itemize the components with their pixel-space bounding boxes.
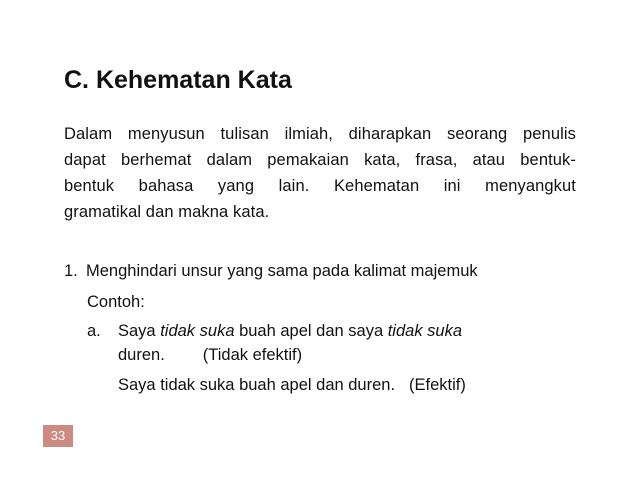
example-a-continuation: [118, 342, 302, 368]
example-a-italic: tidak suka: [160, 322, 235, 340]
paragraph-line: gramatikal dan makna kata.: [64, 203, 270, 221]
example-a-tag: (Tidak efektif): [202, 346, 303, 364]
example-b: [118, 372, 466, 398]
example-a-marker: a.: [87, 322, 101, 340]
slide-title: C. Kehematan Kata: [64, 66, 292, 94]
paragraph-line: Dalam menyusun tulisan ilmiah, diharapkan seorang penulis: [64, 125, 576, 143]
example-label: Contoh:: [87, 293, 145, 311]
example-a-text: buah apel dan saya: [234, 322, 388, 340]
paragraph-line: dapat berhemat dalam pemakaian kata, frasa, atau bentuk-: [64, 151, 576, 169]
example-a: [87, 318, 462, 344]
paragraph-line: bentuk bahasa yang lain. Kehematan ini menyangkut: [64, 177, 576, 195]
example-b-text: Saya tidak suka buah apel dan duren.: [118, 376, 396, 394]
example-a-line2: duren.: [118, 346, 165, 364]
example-b-tag: (Efektif): [409, 376, 466, 394]
list-text: Menghindari unsur yang sama pada kalimat majemuk: [86, 262, 478, 280]
example-a-text: Saya: [118, 322, 161, 340]
example-a-italic: tidak suka: [387, 322, 463, 340]
list-item-1: [64, 258, 478, 284]
intro-paragraph: [64, 121, 576, 225]
list-number: 1.: [64, 262, 78, 280]
page-number-badge: 33: [43, 425, 73, 447]
